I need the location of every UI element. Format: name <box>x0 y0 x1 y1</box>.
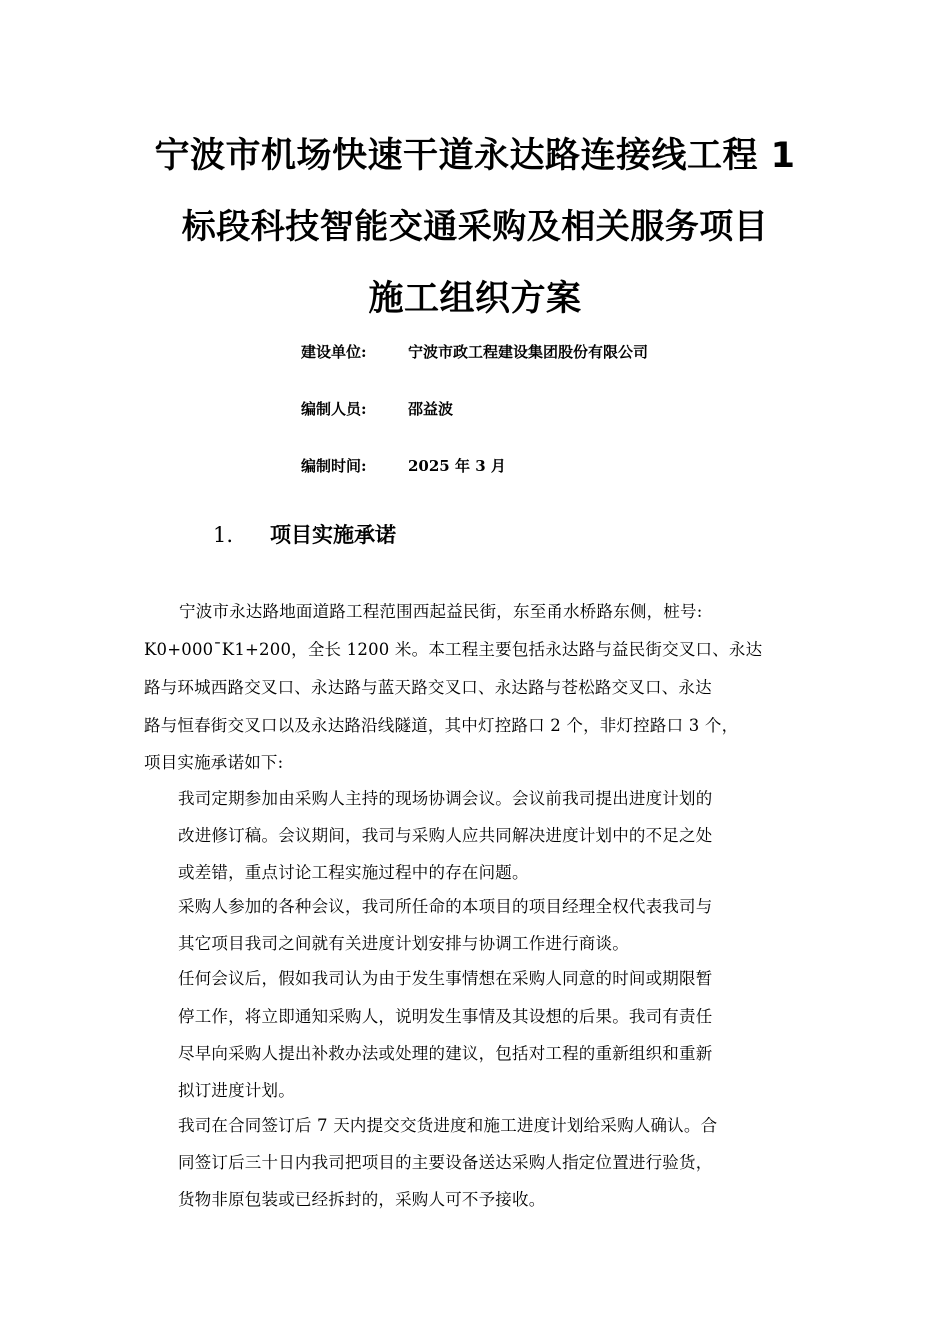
paragraph-line: 路与环城西路交叉口、永达路与蓝天路交叉口、永达路与苍松路交叉口、永达 <box>144 678 712 697</box>
list-item-line: 我司定期参加由采购人主持的现场协调会议。会议前我司提出进度计划的 <box>178 789 713 808</box>
title-line-2: 标段科技智能交通采购及相关服务项目 <box>181 207 769 247</box>
meta-row-date <box>301 455 506 476</box>
list-item-line: 任何会议后，假如我司认为由于发生事情想在采购人同意的时间或期限暂 <box>178 969 713 988</box>
paragraph-line: 宁波市永达路地面道路工程范围西起益民街，东至甬水桥路东侧，桩号: <box>179 602 703 621</box>
section-number: 1. <box>213 523 234 547</box>
meta-row-construction-unit <box>301 341 648 362</box>
section-heading <box>213 519 396 549</box>
list-item-line: 同签订后三十日内我司把项目的主要设备送达采购人指定位置进行验货， <box>178 1153 713 1172</box>
meta-value: 邵益波 <box>408 400 454 418</box>
meta-label: 编制时间: <box>301 457 367 475</box>
list-item-line: 尽早向采购人提出补救办法或处理的建议，包括对工程的重新组织和重新 <box>178 1044 713 1063</box>
list-item-line: 货物非原包装或已经拆封的，采购人可不予接收。 <box>178 1190 546 1209</box>
list-item-line: 停工作，将立即通知采购人，说明发生事情及其设想的后果。我司有责任 <box>178 1007 713 1026</box>
meta-label: 编制人员: <box>301 400 367 418</box>
list-item-line: 改进修订稿。会议期间，我司与采购人应共同解决进度计划中的不足之处 <box>178 826 713 845</box>
meta-label: 建设单位: <box>301 343 367 361</box>
paragraph-line: 项目实施承诺如下: <box>144 753 284 772</box>
list-item-line: 其它项目我司之间就有关进度计划安排与协调工作进行商谈。 <box>178 934 629 953</box>
list-item-line: 采购人参加的各种会议，我司所任命的本项目的项目经理全权代表我司与 <box>178 897 713 916</box>
paragraph-line: K0+000¯K1+200，全长 1200 米。本工程主要包括永达路与益民街交叉口、永达 <box>144 640 763 659</box>
section-title: 项目实施承诺 <box>270 522 396 547</box>
meta-value: 宁波市政工程建设集团股份有限公司 <box>408 343 649 361</box>
paragraph-line: 路与恒春街交叉口以及永达路沿线隧道，其中灯控路口 2 个，非灯控路口 3 个， <box>144 716 739 735</box>
meta-row-author <box>301 398 453 419</box>
title-line-1: 宁波市机场快速干道永达路连接线工程 1 <box>154 136 796 176</box>
list-item-line: 或差错，重点讨论工程实施过程中的存在问题。 <box>178 863 529 882</box>
list-item-line: 拟订进度计划。 <box>178 1081 295 1100</box>
list-item-line: 我司在合同签订后 7 天内提交交货进度和施工进度计划给采购人确认。合 <box>178 1116 718 1135</box>
title-line-3: 施工组织方案 <box>368 279 582 319</box>
meta-value: 2025 年 3 月 <box>408 457 506 475</box>
